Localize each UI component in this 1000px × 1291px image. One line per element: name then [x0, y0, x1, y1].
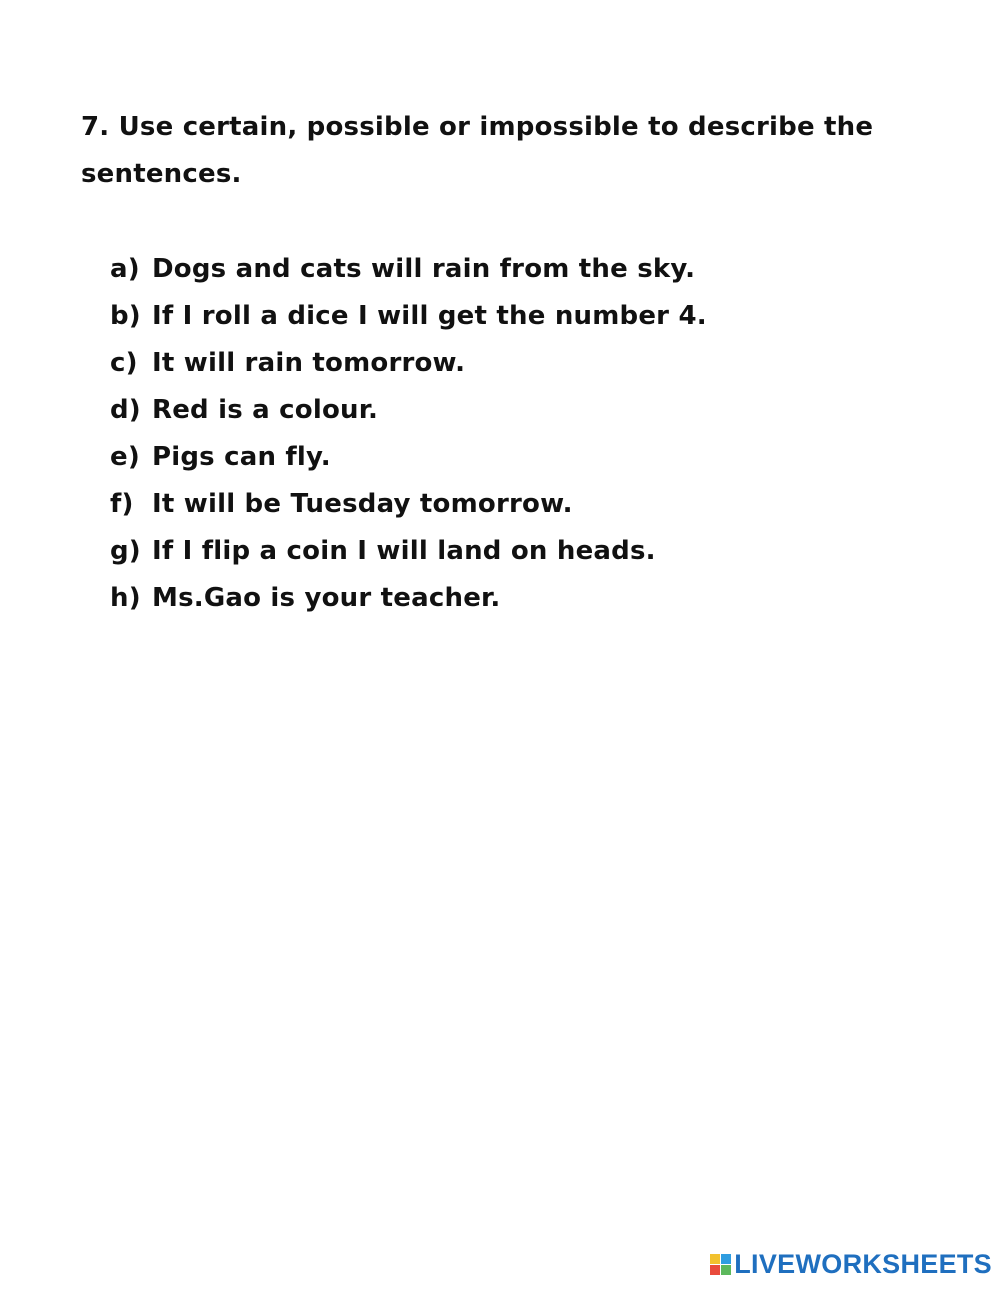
logo-block-icon [710, 1254, 720, 1264]
item-letter: d) [110, 395, 141, 425]
list-item [110, 528, 707, 575]
question-prompt: 7. Use certain, possible or impossible to describe the sentences. [81, 112, 874, 189]
logo-block-icon [710, 1265, 720, 1275]
item-letter: f) [110, 489, 134, 519]
list-item [110, 387, 707, 434]
item-sentence: It will rain tomorrow. [152, 348, 466, 378]
logo-blocks-icon [710, 1254, 731, 1275]
item-sentence: If I roll a dice I will get the number 4. [152, 301, 707, 331]
list-item [110, 340, 707, 387]
list-item [110, 434, 707, 481]
list-item [110, 575, 707, 622]
logo-block-icon [721, 1265, 731, 1275]
item-sentence: Dogs and cats will rain from the sky. [152, 254, 696, 284]
item-sentence: Ms.Gao is your teacher. [152, 583, 501, 613]
logo-block-icon [721, 1254, 731, 1264]
logo-text: LIVEWORKSHEETS [734, 1248, 992, 1279]
list-item [110, 293, 707, 340]
item-sentence: It will be Tuesday tomorrow. [152, 489, 573, 519]
item-letter: c) [110, 348, 138, 378]
liveworksheets-logo [710, 1249, 992, 1279]
item-letter: a) [110, 254, 140, 284]
item-sentence: Pigs can fly. [152, 442, 331, 472]
item-letter: h) [110, 583, 141, 613]
list-item [110, 481, 707, 528]
item-letter: g) [110, 536, 141, 566]
item-letter: b) [110, 301, 141, 331]
item-sentence: Red is a colour. [152, 395, 379, 425]
item-sentence: If I flip a coin I will land on heads. [152, 536, 656, 566]
item-letter: e) [110, 442, 140, 472]
sentence-list [110, 246, 707, 622]
list-item [110, 246, 707, 293]
